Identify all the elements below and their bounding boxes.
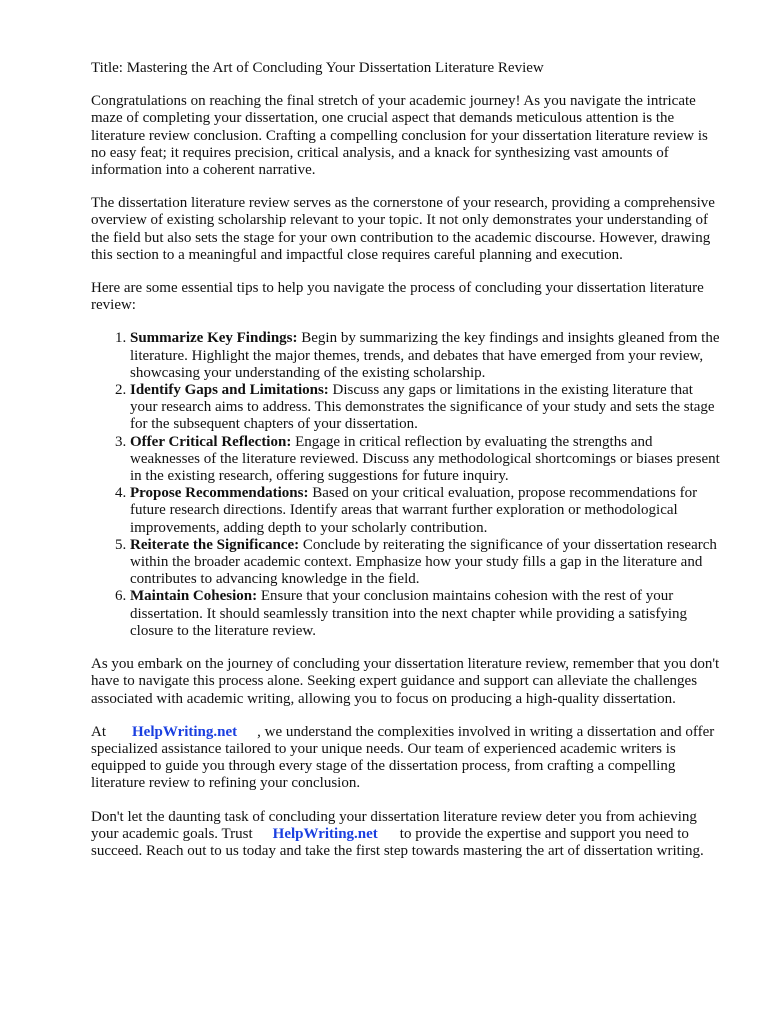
tip-text: Begin by summarizing the key findings and insights gleaned from the literature. Highlight the major themes, trends, and debates that have emerged from your review, showcasing your understanding of the existing scholarship. <box>130 330 720 381</box>
helpwriting-link[interactable]: HelpWriting.net <box>132 723 238 740</box>
tip-text: Based on your critical evaluation, propose recommendations for future research directions. Identify areas that warrant further exploration or methodological improvements, adding depth to your scholarly contribution. <box>130 485 698 536</box>
document-title: Title: Mastering the Art of Concluding Your Dissertation Literature Review <box>91 60 544 76</box>
tip-text: Ensure that your conclusion maintains cohesion with the rest of your dissertation. It should seamlessly transition into the next chapter while providing a satisfying closure to the literature review. <box>130 588 687 639</box>
closing-paragraph <box>91 809 721 861</box>
list-item <box>130 434 721 486</box>
list-item <box>130 588 721 640</box>
tip-text: Engage in critical reflection by evaluating the strengths and weaknesses of the literature reviewed. Discuss any methodological shortcomings or biases present in the existing research, offering suggestions for future inquiry. <box>130 433 720 485</box>
paragraph-text: Don't let the daunting task of concluding your dissertation literature review deter you from achieving your academic goals. Trust <box>91 808 697 842</box>
tip-heading: Propose Recommendations: <box>130 485 309 502</box>
paragraph-text: to provide the expertise and support you need to succeed. Reach out to us today and take the first step towards mastering the art of dissertation writing. <box>91 825 704 859</box>
tips-intro-paragraph: Here are some essential tips to help you navigate the process of concluding your dissertation literature review: <box>91 280 704 314</box>
intro-paragraph-2: The dissertation literature review serves as the cornerstone of your research, providing a comprehensive overview of existing scholarship relevant to your topic. It not only demonstrates your understanding of the field but also sets the stage for your own contribution to the academic discourse. However, drawing this section to a meaningful and impactful close requires careful planning and execution. <box>91 195 715 263</box>
document-page <box>91 60 721 876</box>
paragraph-text: At <box>91 723 106 740</box>
list-item <box>130 485 721 537</box>
tip-heading: Summarize Key Findings: <box>130 330 298 347</box>
intro-paragraph-1: Congratulations on reaching the final stretch of your academic journey! As you navigate the intricate maze of completing your dissertation, one crucial aspect that demands meticulous attention is the literature review conclusion. Crafting a compelling conclusion for your dissertation literature review is no easy feat; it requires precision, critical analysis, and a knack for synthesizing vast amounts of information into a coherent narrative. <box>91 93 708 179</box>
helpwriting-link[interactable]: HelpWriting.net <box>272 825 378 842</box>
list-item <box>130 537 721 589</box>
tip-heading: Reiterate the Significance: <box>130 536 300 553</box>
embark-paragraph: As you embark on the journey of concluding your dissertation literature review, remember that you don't have to navigate this process alone. Seeking expert guidance and support can alleviate the challenges associated with academic writing, allowing you to focus on producing a high-quality dissertation. <box>91 656 720 707</box>
paragraph-text: , we understand the complexities involved in writing a dissertation and offer specialized assistance tailored to your unique needs. Our team of experienced academic writers is equipped to guide you through every stage of the dissertation process, from crafting a compelling literature review to refining your conclusion. <box>91 723 715 792</box>
list-item <box>130 382 721 434</box>
tips-list <box>91 330 721 640</box>
tip-text: Conclude by reiterating the significance of your dissertation research within the broader academic context. Emphasize how your study fills a gap in the literature and contributes to advancing knowledge in the field. <box>130 536 717 588</box>
tip-text: Discuss any gaps or limitations in the existing literature that your research aims to address. This demonstrates the significance of your study and sets the stage for the subsequent chapters of your dissertation. <box>130 382 715 433</box>
helpwriting-paragraph <box>91 724 721 793</box>
tip-heading: Offer Critical Reflection: <box>130 433 292 450</box>
list-item <box>130 330 721 382</box>
tip-heading: Maintain Cohesion: <box>130 588 258 605</box>
tip-heading: Identify Gaps and Limitations: <box>130 382 329 399</box>
